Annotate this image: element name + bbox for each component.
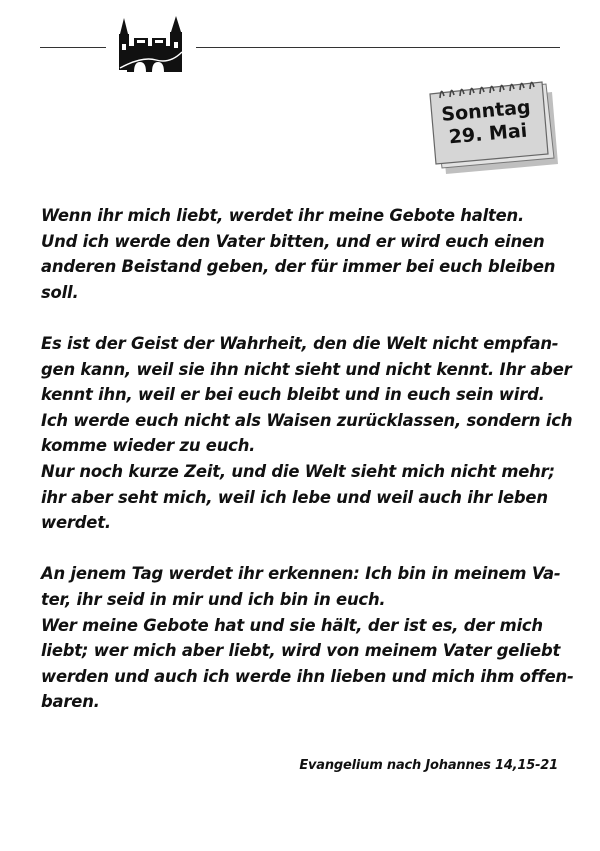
text-line: anderen Beistand geben, der für immer bei euch bleiben (41, 257, 556, 277)
text-line: Ich werde euch nicht als Waisen zurücklassen, sondern ich (41, 410, 573, 430)
text-line: Nur noch kurze Zeit, und die Welt sieht mich nicht mehr; (41, 461, 555, 481)
text-line: Es ist der Geist der Wahrheit, den die Welt nicht empfan- (41, 333, 559, 353)
header-rule-right (196, 47, 560, 48)
paragraph-1 (41, 203, 571, 305)
paragraph-3 (41, 561, 574, 715)
text-line: soll. (41, 282, 79, 302)
church-towers-logo-icon (112, 16, 188, 74)
text-line: gen kann, weil sie ihn nicht sieht und nicht kennt. Ihr aber (41, 359, 572, 379)
paragraph-2 (41, 331, 571, 536)
text-line: ter, ihr seid in mir und ich bin in euch. (41, 589, 386, 609)
text-line: kennt ihn, weil er bei euch bleibt und in euch sein wird. (41, 385, 545, 405)
text-line: komme wieder zu euch. (41, 436, 256, 456)
text-line: baren. (41, 692, 100, 712)
calendar-date: 29. Mai (447, 119, 529, 149)
citation: Evangelium nach Johannes 14,15-21 (299, 758, 558, 773)
text-line: Wer meine Gebote hat und sie hält, der ist es, der mich (41, 615, 543, 635)
text-line: ihr aber seht mich, weil ich lebe und weil auch ihr leben (41, 487, 548, 507)
calendar-day: Sonntag (440, 96, 532, 126)
text-line: Und ich werde den Vater bitten, und er wird euch einen (41, 231, 545, 251)
text-line: liebt; wer mich aber liebt, wird von meinem Vater geliebt (41, 641, 561, 661)
text-line: Wenn ihr mich liebt, werdet ihr meine Gebote halten. (41, 206, 525, 225)
text-line: An jenem Tag werdet ihr erkennen: Ich bin in meinem Va- (41, 564, 561, 584)
text-line: werden und auch ich werde ihn lieben und mich ihm offen- (41, 666, 574, 686)
header-rule-left (40, 47, 106, 48)
text-line: werdet. (41, 513, 111, 533)
gospel-text (41, 203, 574, 740)
